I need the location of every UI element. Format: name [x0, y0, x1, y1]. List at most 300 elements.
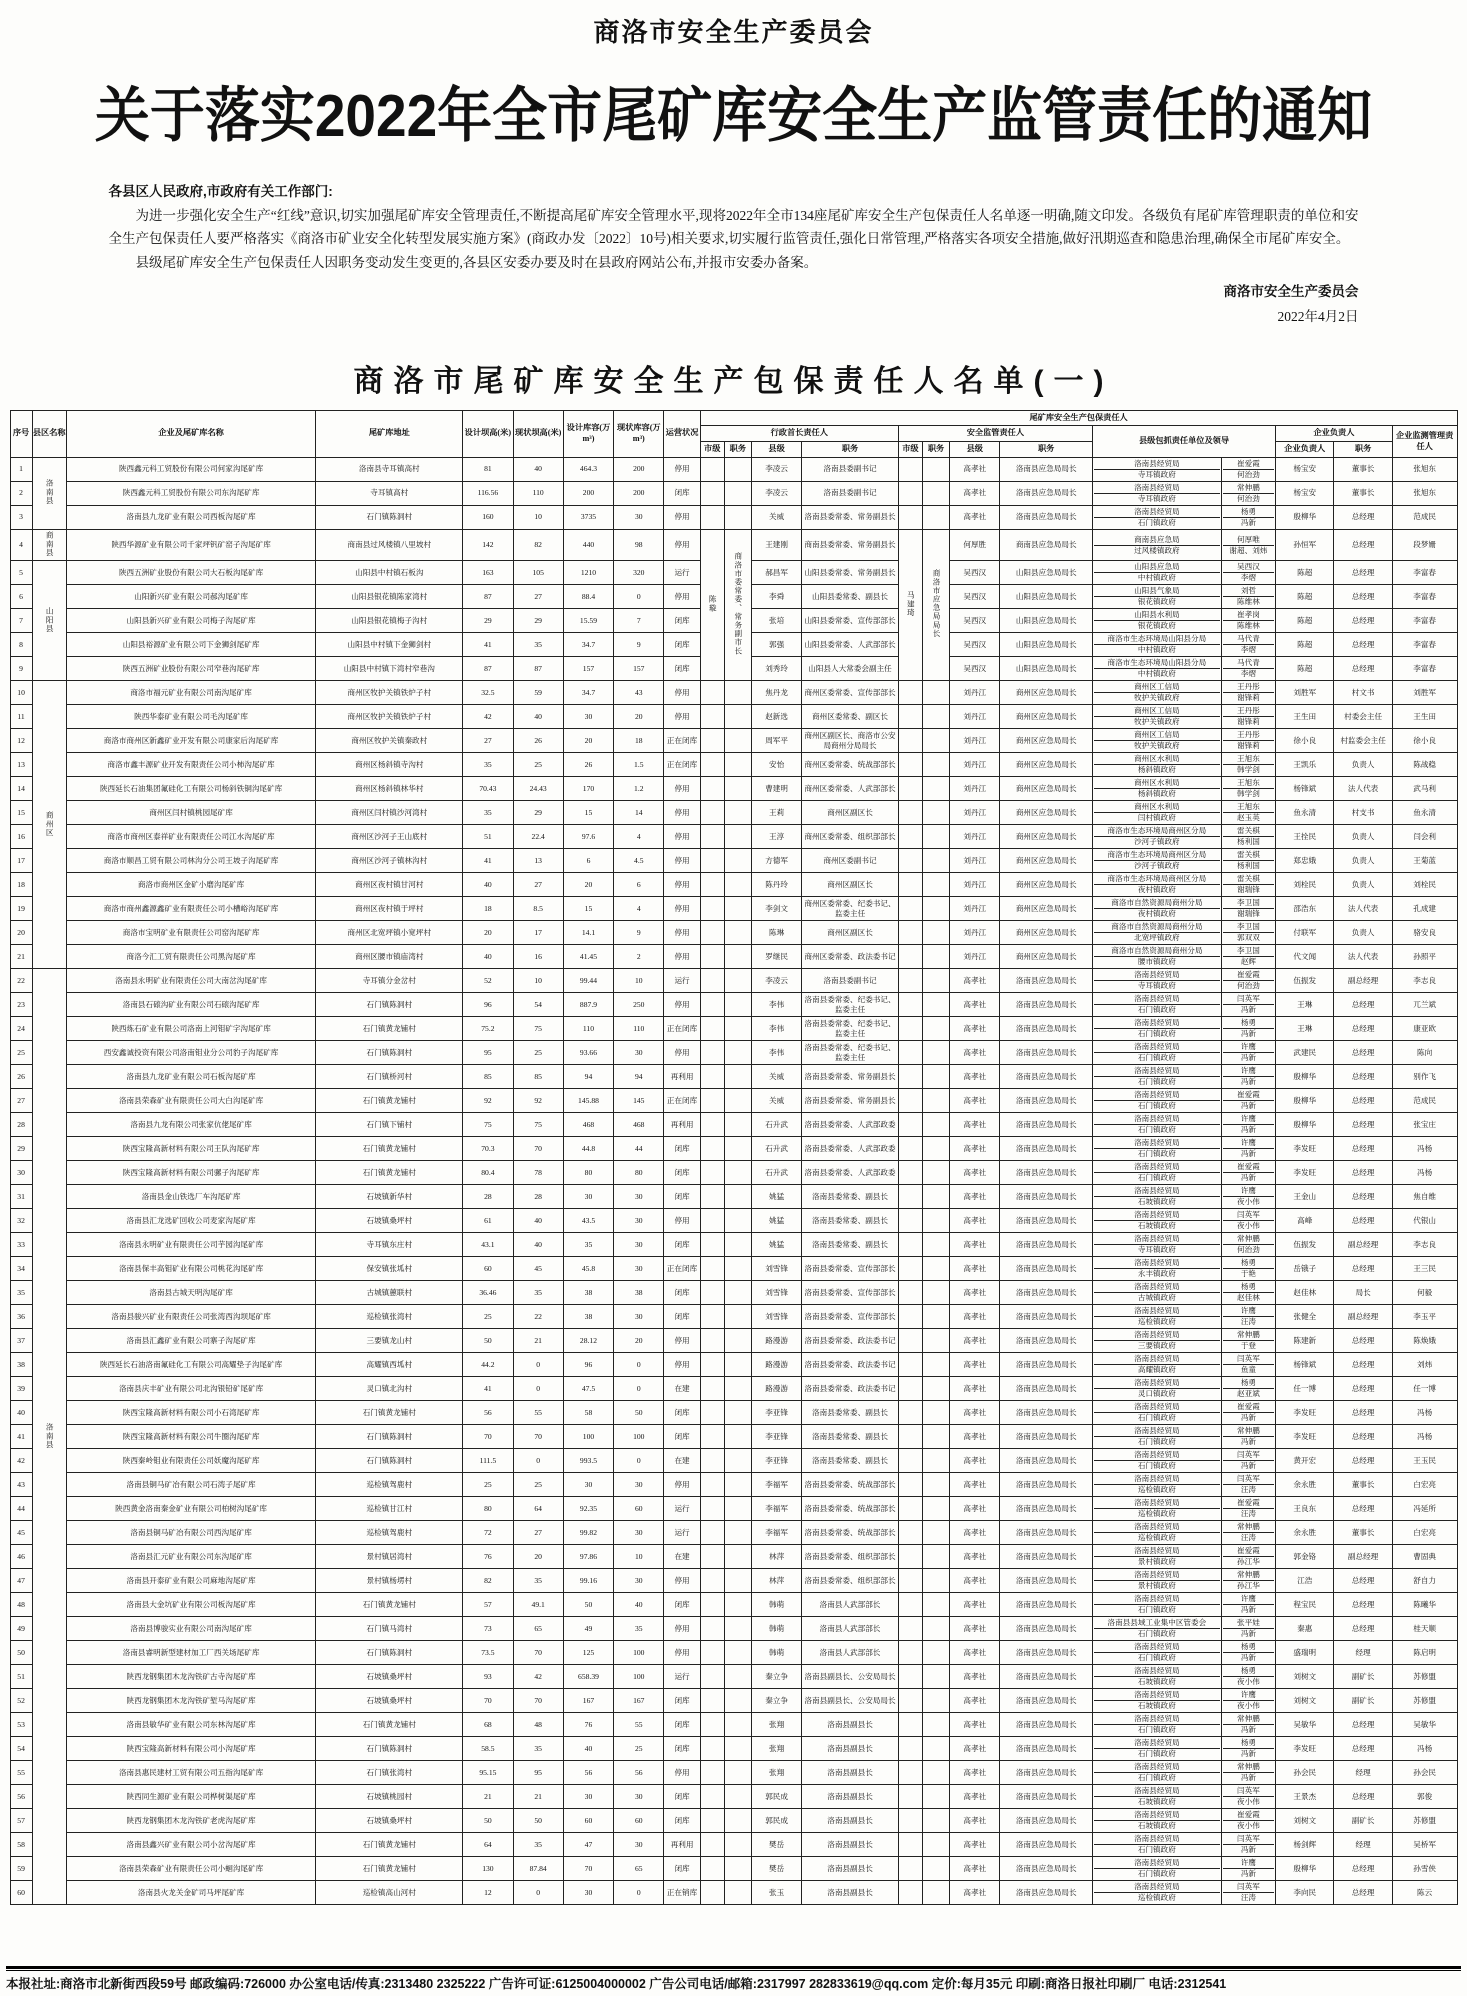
current-height-cell: 48 [513, 1713, 563, 1737]
city-admin-name-cell [700, 1545, 724, 1569]
monitor-manager-cell: 陈战稳 [1392, 753, 1457, 777]
design-height-cell: 70 [463, 1425, 513, 1449]
enterprise-head-duty-cell: 副矿长 [1334, 1665, 1392, 1689]
city-safety-duty-cell [922, 1761, 949, 1785]
county-safety-duty-cell: 山阳县应急局局长 [1000, 561, 1093, 585]
enterprise-head-duty-cell: 总经理 [1334, 1137, 1392, 1161]
enterprise-head-duty-cell: 总经理 [1334, 561, 1392, 585]
county-admin-duty-cell: 商州区委常委、纪委书记、监委主任 [802, 897, 899, 921]
table-row [10, 1041, 1457, 1065]
city-admin-duty-cell [724, 1209, 751, 1233]
enterprise-name-cell: 洛南县开泰矿业有限公司麻地沟尾矿库 [66, 1569, 316, 1593]
county-admin-duty-cell: 洛南县委常委、政法委书记 [802, 1353, 899, 1377]
city-safety-duty-cell [922, 1857, 949, 1881]
address-cell: 巡检镇张湾村 [316, 1305, 463, 1329]
city-admin-duty-cell [724, 681, 751, 705]
county-admin-duty-cell: 洛南县委常委、纪委书记、监委主任 [802, 993, 899, 1017]
city-admin-name-cell [700, 777, 724, 801]
current-capacity-cell: 4.5 [614, 849, 664, 873]
address-cell: 石门镇陈洞村 [316, 1449, 463, 1473]
design-capacity-cell: 60 [563, 1809, 613, 1833]
city-admin-duty-cell [724, 1305, 751, 1329]
county-safety-duty-cell: 洛南县应急局局长 [1000, 1641, 1093, 1665]
county-safety-duty-cell: 商南县应急局局长 [1000, 529, 1093, 561]
design-height-cell: 73.5 [463, 1641, 513, 1665]
current-capacity-cell: 100 [614, 1425, 664, 1449]
address-cell: 商州区杨斜镇林华村 [316, 777, 463, 801]
design-height-cell: 28 [463, 1185, 513, 1209]
design-height-cell: 70 [463, 1689, 513, 1713]
current-capacity-cell: 18 [614, 729, 664, 753]
group-county-unit-leader: 县级包抓责任单位及领导 [1092, 426, 1275, 457]
county-safety-duty-cell: 洛南县应急局局长 [1000, 1665, 1093, 1689]
enterprise-head-duty-cell: 负责人 [1334, 753, 1392, 777]
enterprise-head-duty-cell: 总经理 [1334, 1497, 1392, 1521]
county-safety-duty-cell: 洛南县应急局局长 [1000, 1017, 1093, 1041]
responsible-units-cell: 洛南县经贸局 石坡镇政府 [1092, 1809, 1221, 1833]
design-height-cell: 12 [463, 1881, 513, 1905]
city-safety-name-cell [898, 1545, 922, 1569]
status-cell: 闭库 [664, 1713, 700, 1737]
city-admin-duty-cell [724, 505, 751, 529]
current-capacity-cell: 7 [614, 609, 664, 633]
serial-cell: 60 [10, 1881, 32, 1905]
design-capacity-cell: 6 [563, 849, 613, 873]
city-safety-name-cell [898, 1065, 922, 1089]
address-cell: 石门镇黄龙铺村 [316, 1833, 463, 1857]
county-safety-duty-cell: 洛南县应急局局长 [1000, 1497, 1093, 1521]
enterprise-head-duty-cell: 村支书 [1334, 801, 1392, 825]
serial-cell: 26 [10, 1065, 32, 1089]
county-admin-duty-cell: 洛南县委常委、宣传部部长 [802, 1305, 899, 1329]
enterprise-name-cell: 洛南县石磙沟矿业有限公司石磙沟尾矿库 [66, 993, 316, 1017]
design-capacity-cell: 34.7 [563, 633, 613, 657]
county-safety-duty-cell: 商州区应急局局长 [1000, 873, 1093, 897]
county-safety-name-cell: 刘丹江 [950, 729, 1000, 753]
design-capacity-cell: 97.6 [563, 825, 613, 849]
enterprise-head-cell: 郭金铬 [1276, 1545, 1334, 1569]
enterprise-head-cell: 刘树文 [1276, 1665, 1334, 1689]
serial-cell: 43 [10, 1473, 32, 1497]
enterprise-head-cell: 陈超 [1276, 633, 1334, 657]
enterprise-head-cell: 杨宝安 [1276, 481, 1334, 505]
current-capacity-cell: 100 [614, 1641, 664, 1665]
table-row [10, 505, 1457, 529]
enterprise-name-cell: 洛南县铜马矿冶有限公司西沟尾矿库 [66, 1521, 316, 1545]
county-safety-name-cell: 何厚胜 [950, 529, 1000, 561]
city-safety-duty-cell [922, 969, 949, 993]
county-safety-name-cell: 高孝社 [950, 1185, 1000, 1209]
table-row [10, 1233, 1457, 1257]
county-safety-duty-cell: 洛南县应急局局长 [1000, 1329, 1093, 1353]
enterprise-name-cell: 陕西宝隆高新材料有限公司骡子沟尾矿库 [66, 1161, 316, 1185]
city-safety-duty-cell [922, 1161, 949, 1185]
enterprise-name-cell: 洛南县永明矿业有限责任公司芋园沟尾矿库 [66, 1233, 316, 1257]
county-admin-duty-cell: 洛南县委常委、政法委书记 [802, 1377, 899, 1401]
enterprise-name-cell: 陕西黄金洛南秦金矿业有限公司柏树沟尾矿库 [66, 1497, 316, 1521]
county-safety-duty-cell: 商州区应急局局长 [1000, 921, 1093, 945]
status-cell: 在建 [664, 1449, 700, 1473]
design-height-cell: 87 [463, 585, 513, 609]
design-capacity-cell: 47 [563, 1833, 613, 1857]
col-safety-city-duty: 职务 [922, 442, 949, 458]
unit-leaders-cell: 王丹彤 谢锋莉 [1221, 705, 1275, 729]
county-admin-duty-cell: 洛南县副县长 [802, 1785, 899, 1809]
city-safety-name-cell [898, 1161, 922, 1185]
unit-leaders-cell: 闫英军 冯新 [1221, 1449, 1275, 1473]
city-safety-name-cell [898, 1665, 922, 1689]
col-current-capacity: 现状库容(万m³) [614, 410, 664, 457]
city-admin-name-cell [700, 1593, 724, 1617]
address-cell: 石坡镇桑坪村 [316, 1209, 463, 1233]
city-safety-name-cell [898, 1761, 922, 1785]
design-height-cell: 32.5 [463, 681, 513, 705]
address-cell: 高耀镇西坬村 [316, 1353, 463, 1377]
county-admin-duty-cell: 洛南县委常委、宣传部部长 [802, 1281, 899, 1305]
current-capacity-cell: 35 [614, 1617, 664, 1641]
city-admin-name-cell [700, 1473, 724, 1497]
enterprise-head-duty-cell: 村文书 [1334, 681, 1392, 705]
county-admin-name-cell: 樊岳 [751, 1833, 801, 1857]
serial-cell: 17 [10, 849, 32, 873]
county-safety-name-cell: 高孝社 [950, 993, 1000, 1017]
design-height-cell: 92 [463, 1089, 513, 1113]
enterprise-head-cell: 杨锋斌 [1276, 777, 1334, 801]
unit-leaders-cell: 许鹰 夜小伟 [1221, 1689, 1275, 1713]
county-admin-duty-cell: 洛南县委常委、副县长 [802, 1449, 899, 1473]
enterprise-head-duty-cell: 总经理 [1334, 1713, 1392, 1737]
county-admin-name-cell: 路漫游 [751, 1377, 801, 1401]
design-height-cell: 36.46 [463, 1281, 513, 1305]
current-height-cell: 0 [513, 1377, 563, 1401]
current-height-cell: 21 [513, 1329, 563, 1353]
county-safety-name-cell: 吴西汉 [950, 561, 1000, 585]
enterprise-head-duty-cell: 法人代表 [1334, 945, 1392, 969]
county-admin-name-cell: 路漫游 [751, 1329, 801, 1353]
design-capacity-cell: 47.5 [563, 1377, 613, 1401]
enterprise-head-cell: 黄开宏 [1276, 1449, 1334, 1473]
address-cell: 山阳县中村镇下金狮剑村 [316, 633, 463, 657]
status-cell: 停用 [664, 801, 700, 825]
county-safety-name-cell: 高孝社 [950, 457, 1000, 481]
county-admin-name-cell: 姚猛 [751, 1185, 801, 1209]
enterprise-head-duty-cell: 村监委会主任 [1334, 729, 1392, 753]
current-capacity-cell: 200 [614, 457, 664, 481]
design-height-cell: 41 [463, 849, 513, 873]
responsible-units-cell: 洛南县经贸局 寺耳镇政府 [1092, 969, 1221, 993]
status-cell: 运行 [664, 1521, 700, 1545]
county-safety-duty-cell: 山阳县应急局局长 [1000, 585, 1093, 609]
enterprise-head-duty-cell: 总经理 [1334, 1089, 1392, 1113]
city-admin-duty-cell [724, 1089, 751, 1113]
current-height-cell: 95 [513, 1761, 563, 1785]
county-safety-name-cell: 高孝社 [950, 505, 1000, 529]
city-admin-name-cell [700, 1641, 724, 1665]
monitor-manager-cell: 骆安良 [1392, 921, 1457, 945]
city-safety-duty-cell [922, 1833, 949, 1857]
enterprise-name-cell: 洛南县汇鑫矿业有限公司寨子沟尾矿库 [66, 1329, 316, 1353]
county-safety-duty-cell: 商州区应急局局长 [1000, 825, 1093, 849]
enterprise-head-duty-cell: 总经理 [1334, 1161, 1392, 1185]
monitor-manager-cell: 冯杨 [1392, 1737, 1457, 1761]
responsible-units-cell: 洛南县经贸局 巡检镇政府 [1092, 1881, 1221, 1905]
county-admin-duty-cell: 洛南县委常委、人武部政委 [802, 1113, 899, 1137]
design-height-cell: 35 [463, 753, 513, 777]
city-safety-name-cell [898, 481, 922, 505]
enterprise-head-duty-cell: 总经理 [1334, 633, 1392, 657]
enterprise-head-cell: 孙恒军 [1276, 529, 1334, 561]
city-safety-name-cell [898, 1521, 922, 1545]
city-admin-name-cell [700, 969, 724, 993]
enterprise-head-duty-cell: 总经理 [1334, 1401, 1392, 1425]
city-admin-duty-cell [724, 1833, 751, 1857]
responsible-units-cell: 洛南县经贸局 石门镇政府 [1092, 505, 1221, 529]
design-capacity-cell: 50 [563, 1593, 613, 1617]
current-capacity-cell: 100 [614, 1665, 664, 1689]
county-admin-duty-cell: 洛南县委常委、人武部政委 [802, 1137, 899, 1161]
current-height-cell: 85 [513, 1065, 563, 1089]
responsible-units-cell: 洛南县经贸局 石门镇政府 [1092, 1425, 1221, 1449]
design-capacity-cell: 1210 [563, 561, 613, 585]
design-capacity-cell: 92.35 [563, 1497, 613, 1521]
unit-leaders-cell: 崔爱霞 何治劲 [1221, 457, 1275, 481]
status-cell: 停用 [664, 1569, 700, 1593]
enterprise-name-cell: 商洛市福元矿业有限公司南沟尾矿库 [66, 681, 316, 705]
county-admin-duty-cell: 洛南县委常委、常务副县长 [802, 1065, 899, 1089]
enterprise-head-duty-cell: 负责人 [1334, 825, 1392, 849]
unit-leaders-cell: 闫英军 夜小伟 [1221, 1785, 1275, 1809]
monitor-manager-cell: 白宏亮 [1392, 1473, 1457, 1497]
county-admin-duty-cell: 洛南县委常委、政法委书记 [802, 1329, 899, 1353]
enterprise-name-cell: 洛南县九龙有限公司张家伉佬尾矿库 [66, 1113, 316, 1137]
city-admin-duty-cell [724, 705, 751, 729]
city-admin-duty-cell [724, 849, 751, 873]
county-safety-duty-cell: 洛南县应急局局长 [1000, 481, 1093, 505]
enterprise-name-cell: 陕西鑫元科工贸股份有限公司何家沟尾矿库 [66, 457, 316, 481]
monitor-manager-cell: 陈向 [1392, 1041, 1457, 1065]
county-safety-duty-cell: 洛南县应急局局长 [1000, 1737, 1093, 1761]
unit-leaders-cell: 雷关棋 杨利国 [1221, 849, 1275, 873]
city-admin-name-cell [700, 1089, 724, 1113]
design-height-cell: 163 [463, 561, 513, 585]
county-safety-name-cell: 高孝社 [950, 1713, 1000, 1737]
serial-cell: 8 [10, 633, 32, 657]
city-safety-name-cell [898, 1353, 922, 1377]
city-safety-duty-cell [922, 777, 949, 801]
responsible-units-cell: 洛南县经贸局 灵口镇政府 [1092, 1377, 1221, 1401]
table-row [10, 1713, 1457, 1737]
current-height-cell: 70 [513, 1689, 563, 1713]
city-safety-duty-cell [922, 457, 949, 481]
monitor-manager-cell: 别作飞 [1392, 1065, 1457, 1089]
serial-cell: 31 [10, 1185, 32, 1209]
county-safety-duty-cell: 洛南县应急局局长 [1000, 1761, 1093, 1785]
enterprise-head-duty-cell: 副总经理 [1334, 1545, 1392, 1569]
current-height-cell: 25 [513, 1473, 563, 1497]
enterprise-head-duty-cell: 总经理 [1334, 1041, 1392, 1065]
city-admin-duty-cell [724, 945, 751, 969]
address-cell: 景村镇居湾村 [316, 1545, 463, 1569]
status-cell: 正在闭库 [664, 1089, 700, 1113]
city-safety-duty-cell [922, 921, 949, 945]
city-admin-name-cell [700, 1449, 724, 1473]
address-cell: 石坡镇桑坪村 [316, 1809, 463, 1833]
county-admin-name-cell: 王建刚 [751, 529, 801, 561]
enterprise-name-cell: 洛南县金山铁选厂车沟尾矿库 [66, 1185, 316, 1209]
design-height-cell: 60 [463, 1257, 513, 1281]
county-safety-duty-cell: 洛南县应急局局长 [1000, 1593, 1093, 1617]
county-admin-duty-cell: 山阳县人大常委会副主任 [802, 657, 899, 681]
serial-cell: 37 [10, 1329, 32, 1353]
enterprise-head-cell: 李向民 [1276, 1881, 1334, 1905]
monitor-manager-cell: 鱼永清 [1392, 801, 1457, 825]
responsible-units-cell: 山阳县气象局 银花镇政府 [1092, 585, 1221, 609]
serial-cell: 18 [10, 873, 32, 897]
county-admin-duty-cell: 商州区副区长 [802, 873, 899, 897]
serial-cell: 47 [10, 1569, 32, 1593]
table-row [10, 1425, 1457, 1449]
serial-cell: 38 [10, 1353, 32, 1377]
enterprise-name-cell: 商洛市商州区泰祥矿业有限责任公司江水沟尾矿库 [66, 825, 316, 849]
county-admin-duty-cell: 洛南县委副书记 [802, 969, 899, 993]
notice-headline: 关于落实2022年全市尾矿库安全生产监管责任的通知 [94, 81, 1373, 149]
city-admin-name-cell [700, 1041, 724, 1065]
responsible-units-cell: 商州区工信局 牧护关镇政府 [1092, 729, 1221, 753]
design-height-cell: 18 [463, 897, 513, 921]
address-cell: 石门镇黄龙铺村 [316, 1089, 463, 1113]
serial-cell: 48 [10, 1593, 32, 1617]
city-safety-duty-cell [922, 1329, 949, 1353]
design-capacity-cell: 99.44 [563, 969, 613, 993]
design-capacity-cell: 157 [563, 657, 613, 681]
address-cell: 商州区杨斜镇寺沟村 [316, 753, 463, 777]
design-height-cell: 111.5 [463, 1449, 513, 1473]
enterprise-head-cell: 江浩 [1276, 1569, 1334, 1593]
city-admin-name-cell [700, 897, 724, 921]
city-safety-duty-cell [922, 1425, 949, 1449]
city-safety-duty-cell [922, 1785, 949, 1809]
current-capacity-cell: 30 [614, 1041, 664, 1065]
table-row [10, 1161, 1457, 1185]
serial-cell: 16 [10, 825, 32, 849]
responsible-units-cell: 商洛市自然资源局商州分局 夜村镇政府 [1092, 897, 1221, 921]
county-admin-duty-cell: 商州区委常委、宣传部部长 [802, 681, 899, 705]
table-row [10, 1089, 1457, 1113]
unit-leaders-cell: 许鹰 冯新 [1221, 1593, 1275, 1617]
city-safety-name-cell [898, 1569, 922, 1593]
table-row [10, 729, 1457, 753]
address-cell: 石门镇黄龙铺村 [316, 1137, 463, 1161]
monitor-manager-cell: 陈启明 [1392, 1641, 1457, 1665]
enterprise-name-cell: 洛南县铜马矿冶有限公司石湾子尾矿库 [66, 1473, 316, 1497]
county-admin-duty-cell: 商州区委常委、组织部部长 [802, 825, 899, 849]
responsible-units-cell: 洛南县经贸局 寺耳镇政府 [1092, 481, 1221, 505]
enterprise-head-duty-cell: 副总经理 [1334, 969, 1392, 993]
county-safety-duty-cell: 洛南县应急局局长 [1000, 1281, 1093, 1305]
county-admin-name-cell: 郭强 [751, 633, 801, 657]
table-row [10, 753, 1457, 777]
city-safety-duty-cell [922, 705, 949, 729]
design-capacity-cell: 200 [563, 481, 613, 505]
county-admin-name-cell: 张翔 [751, 1713, 801, 1737]
city-admin-name-cell [700, 681, 724, 705]
current-height-cell: 24.43 [513, 777, 563, 801]
monitor-manager-cell: 刘炜 [1392, 1353, 1457, 1377]
city-admin-duty-cell [724, 1425, 751, 1449]
monitor-manager-cell: 孙照平 [1392, 945, 1457, 969]
serial-cell: 36 [10, 1305, 32, 1329]
table-row [10, 1449, 1457, 1473]
county-admin-name-cell: 曹建明 [751, 777, 801, 801]
current-capacity-cell: 43 [614, 681, 664, 705]
table-row [10, 1617, 1457, 1641]
county-safety-name-cell: 吴西汉 [950, 633, 1000, 657]
enterprise-head-duty-cell: 总经理 [1334, 585, 1392, 609]
design-capacity-cell: 34.7 [563, 681, 613, 705]
city-admin-duty-cell [724, 1329, 751, 1353]
design-height-cell: 81 [463, 457, 513, 481]
unit-leaders-cell: 闫英军 夜小伟 [1221, 1209, 1275, 1233]
county-admin-name-cell: 石升武 [751, 1137, 801, 1161]
table-row [10, 1833, 1457, 1857]
monitor-manager-cell: 王三民 [1392, 1257, 1457, 1281]
county-admin-duty-cell: 商州区委副书记 [802, 849, 899, 873]
city-safety-duty-cell [922, 1377, 949, 1401]
monitor-manager-cell: 段梦姗 [1392, 529, 1457, 561]
serial-cell: 15 [10, 801, 32, 825]
design-capacity-cell: 125 [563, 1641, 613, 1665]
city-admin-name-cell [700, 801, 724, 825]
group-enterprise-head: 企业负责人 [1276, 426, 1393, 442]
responsible-units-cell: 洛南县县域工业集中区管委会 石门镇政府 [1092, 1617, 1221, 1641]
city-safety-duty-cell [922, 873, 949, 897]
monitor-manager-cell: 代银山 [1392, 1209, 1457, 1233]
city-admin-duty-cell [724, 1569, 751, 1593]
county-safety-name-cell: 高孝社 [950, 1209, 1000, 1233]
current-height-cell: 21 [513, 1785, 563, 1809]
address-cell: 商州区沙河子王山底村 [316, 825, 463, 849]
unit-leaders-cell: 马代青 李熠 [1221, 657, 1275, 681]
county-safety-duty-cell: 洛南县应急局局长 [1000, 1041, 1093, 1065]
city-safety-duty-cell [922, 1593, 949, 1617]
design-height-cell: 20 [463, 921, 513, 945]
serial-cell: 59 [10, 1857, 32, 1881]
city-admin-name-cell [700, 945, 724, 969]
address-cell: 石坡镇桑坪村 [316, 1665, 463, 1689]
county-cell: 商南县 [32, 529, 66, 561]
unit-leaders-cell: 王旭东 赵玉英 [1221, 801, 1275, 825]
county-safety-duty-cell: 洛南县应急局局长 [1000, 1377, 1093, 1401]
enterprise-head-duty-cell: 董事长 [1334, 481, 1392, 505]
monitor-manager-cell: 张旭东 [1392, 481, 1457, 505]
county-safety-name-cell: 刘丹江 [950, 897, 1000, 921]
unit-leaders-cell: 杨勇 冯新 [1221, 1017, 1275, 1041]
current-height-cell: 35 [513, 1833, 563, 1857]
county-admin-name-cell: 李亚锋 [751, 1425, 801, 1449]
county-safety-duty-cell: 洛南县应急局局长 [1000, 1161, 1093, 1185]
status-cell: 闭库 [664, 1809, 700, 1833]
address-cell: 灵口镇北沟村 [316, 1377, 463, 1401]
city-admin-name-cell [700, 1809, 724, 1833]
county-admin-name-cell: 刘雪锋 [751, 1257, 801, 1281]
serial-cell: 28 [10, 1113, 32, 1137]
city-safety-duty-cell [922, 1233, 949, 1257]
monitor-manager-cell: 冯杨 [1392, 1161, 1457, 1185]
county-safety-name-cell: 高孝社 [950, 1569, 1000, 1593]
table-row [10, 1209, 1457, 1233]
enterprise-head-cell: 王拴民 [1276, 825, 1334, 849]
status-cell: 停用 [664, 705, 700, 729]
